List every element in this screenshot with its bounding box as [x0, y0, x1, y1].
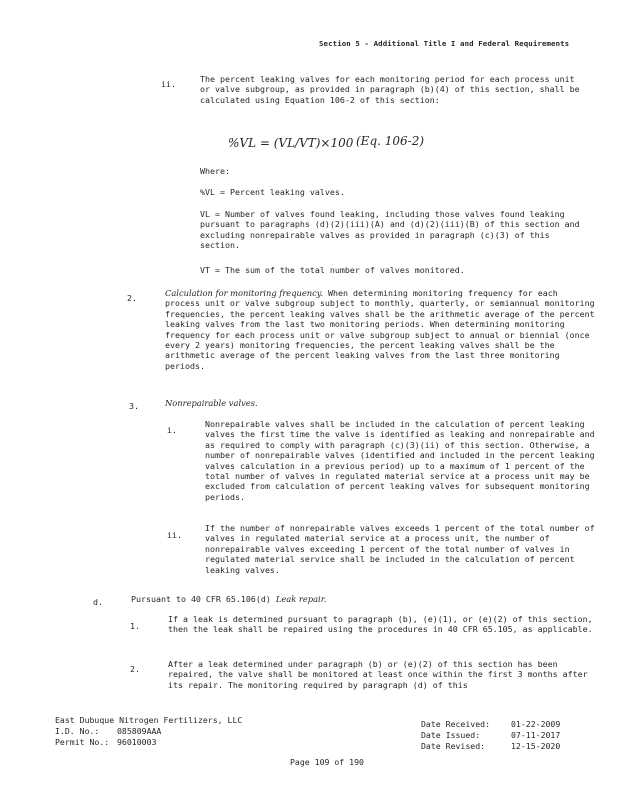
- footer-issued-value: 07-11-2017: [511, 730, 561, 740]
- footer-received-value: 01-22-2009: [511, 719, 561, 729]
- footer-date-issued: [421, 730, 560, 741]
- item-2-paragraph: [165, 288, 595, 371]
- equation-label: (Eq. 106-2): [356, 134, 425, 148]
- item-3i-text: Nonrepairable valves shall be included in the calculation of percent leaking valves the first time the valve is identified as leaking and nonrepairable and as required to comply with paragraph (c)(3)(ii) of this section. Otherwise, a number of nonrepairable valves (identified and included in the percent leaking valves calculation in a previous period) up to a maximum of 1 percent of the total number of valves in regulated material service at a process unit may be excluded from calculation of percent leaking valves for subsequent monitoring periods.: [205, 419, 595, 502]
- footer-received-label: Date Received:: [421, 719, 491, 729]
- item-d2-marker: 2.: [130, 664, 140, 674]
- section-header: Section 5 - Additional Title I and Federal Requirements: [319, 39, 570, 48]
- footer-issued-label: Date Issued:: [421, 730, 481, 740]
- footer-permit-label: Permit No.:: [55, 737, 110, 747]
- item-2-marker: 2.: [127, 293, 137, 303]
- page-number: Page 109 of 190: [290, 757, 364, 767]
- footer-date-revised: [421, 741, 560, 752]
- item-d-title: Leak repair.: [275, 594, 327, 604]
- item-2-text: When determining monitoring frequency for each process unit or valve subgroup subject to monthly, quarterly, or semiannual monitoring frequencies, the percent leaking valves shall be the arithmetic average of the percent leaking valves from the last two monitoring periods. When determining monitoring frequency for each process unit or valve subgroup subject to annual or biennial (once every 2 years) monitoring frequencies, the percent leaking valves shall be the arithmetic average of the percent leaking valves from the last three monitoring periods.: [165, 288, 595, 371]
- footer-revised-label: Date Revised:: [421, 741, 486, 751]
- item-2-title: Calculation for monitoring frequency.: [165, 288, 323, 298]
- definition-vl: VL = Number of valves found leaking, including those valves found leaking pursuant to paragraphs (d)(2)(iii)(A) and (d)(2)(iii)(B) of this section and excluding nonrepairable valves as provided in paragraph (c)(3) of this section.: [200, 209, 580, 251]
- item-3-marker: 3.: [129, 401, 139, 411]
- item-d1-marker: 1.: [130, 621, 140, 631]
- item-ii-text: The percent leaking valves for each monitoring period for each process unit or valve subgroup, as provided in paragraph (b)(4) of this section, shall be calculated using Equation 106-2 of this section:: [200, 74, 580, 105]
- definition-pct-vl: %VL = Percent leaking valves.: [200, 187, 345, 197]
- equation-formula: %VL = (VL/VT)×100: [228, 136, 354, 150]
- item-ii-marker: ii.: [161, 79, 176, 89]
- where-label: Where:: [200, 166, 230, 176]
- footer-id: [55, 726, 161, 737]
- item-d-text: Pursuant to 40 CFR 65.106(d): [131, 594, 271, 604]
- definition-vt: VT = The sum of the total number of valves monitored.: [200, 265, 465, 275]
- footer-permit-value: 96010003: [117, 737, 157, 747]
- item-d-marker: d.: [93, 597, 103, 607]
- item-3i-marker: i.: [167, 425, 177, 435]
- footer-permit: [55, 737, 156, 748]
- item-3ii-text: If the number of nonrepairable valves exceeds 1 percent of the total number of valves in regulated material service at a process unit, the number of nonrepairable valves exceeding 1 percent of the total number of valves in regulated material service shall be included in the calculation of percent leaking valves.: [205, 523, 595, 575]
- footer-company: East Dubuque Nitrogen Fertilizers, LLC: [55, 715, 243, 725]
- footer-id-value: 085809AAA: [117, 726, 162, 736]
- item-d-line: [131, 594, 326, 604]
- footer-revised-value: 12-15-2020: [511, 741, 561, 751]
- item-d2-text: After a leak determined under paragraph (b) or (e)(2) of this section has been repaired, the valve shall be monitored at least once within the first 3 months after its repair. The monitoring required by paragraph (d) of this: [168, 659, 588, 690]
- footer-id-label: I.D. No.:: [55, 726, 100, 736]
- item-d1-text: If a leak is determined pursuant to paragraph (b), (e)(1), or (e)(2) of this section, then the leak shall be repaired using the procedures in 40 CFR 65.105, as applicable.: [168, 614, 593, 635]
- item-3-title: Nonrepairable valves.: [165, 398, 258, 408]
- footer-date-received: [421, 719, 560, 730]
- item-3ii-marker: ii.: [167, 530, 182, 540]
